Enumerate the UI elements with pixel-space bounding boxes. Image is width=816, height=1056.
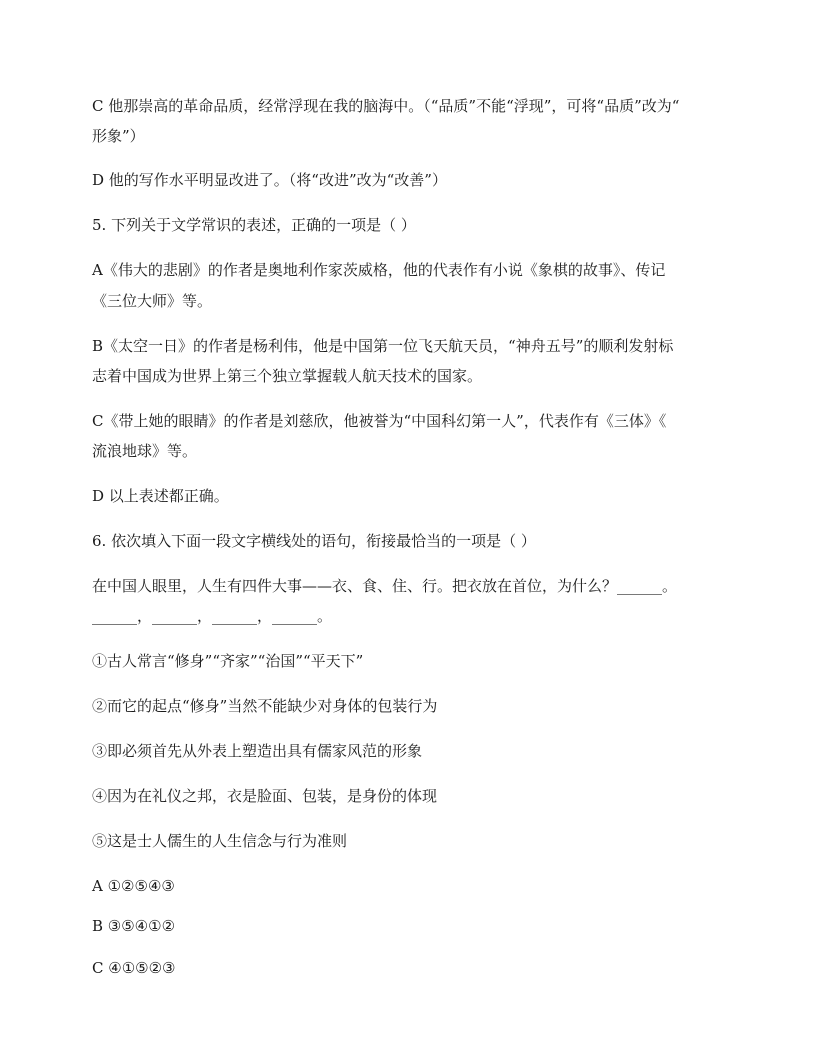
q5-option-b-line-1: B《太空一日》的作者是杨利伟，他是中国第一位飞天航天员，“神舟五号”的顺利发射标	[92, 337, 674, 355]
question-6-stem: 6. 依次填入下面一段文字横线处的语句，衔接最恰当的一项是（ ）	[92, 532, 536, 550]
q6-option-a: A ①②⑤④③	[92, 877, 175, 895]
q5-option-a-line-2: 《三位大师》等。	[92, 292, 213, 310]
q6-option-c: C ④①⑤②③	[92, 959, 176, 977]
sentence-5: ⑤这是士人儒生的人生信念与行为准则	[92, 832, 348, 850]
sentence-2: ②而它的起点“修身”当然不能缺少对身体的包装行为	[92, 697, 438, 715]
q5-option-c-line-2: 流浪地球》等。	[92, 442, 198, 460]
sentence-3: ③即必须首先从外表上塑造出具有儒家风范的形象	[92, 742, 423, 760]
question-5-stem: 5. 下列关于文学常识的表述，正确的一项是（ ）	[92, 216, 416, 234]
option-c-line-1: C 他那崇高的革命品质，经常浮现在我的脑海中。（“品质”不能“浮现”，可将“品质”改为“	[92, 97, 680, 115]
q6-option-b: B ③⑤④①②	[92, 917, 176, 935]
option-c-line-2: 形象”）	[92, 127, 145, 145]
q5-option-c-line-1: C《带上她的眼睛》的作者是刘慈欣，他被誉为“中国科幻第一人”，代表作有《三体》《	[92, 412, 667, 430]
q6-passage-line-2: ______，______，______，______。	[92, 607, 333, 625]
q6-passage-line-1: 在中国人眼里，人生有四件大事——衣、食、住、行。把衣放在首位，为什么？______。	[92, 577, 678, 595]
q5-option-b-line-2: 志着中国成为世界上第三个独立掌握载人航天技术的国家。	[92, 367, 483, 385]
sentence-4: ④因为在礼仪之邦，衣是脸面、包装，是身份的体现	[92, 787, 438, 805]
q5-option-d-line: D 以上表述都正确。	[92, 487, 229, 505]
q5-option-a-line-1: A《伟大的悲剧》的作者是奥地利作家茨威格，他的代表作有小说《象棋的故事》、传记	[92, 261, 666, 279]
option-d-line: D 他的写作水平明显改进了。（将“改进”改为“改善”）	[92, 171, 447, 189]
sentence-1: ①古人常言“修身”“齐家”“治国”“平天下”	[92, 652, 364, 670]
